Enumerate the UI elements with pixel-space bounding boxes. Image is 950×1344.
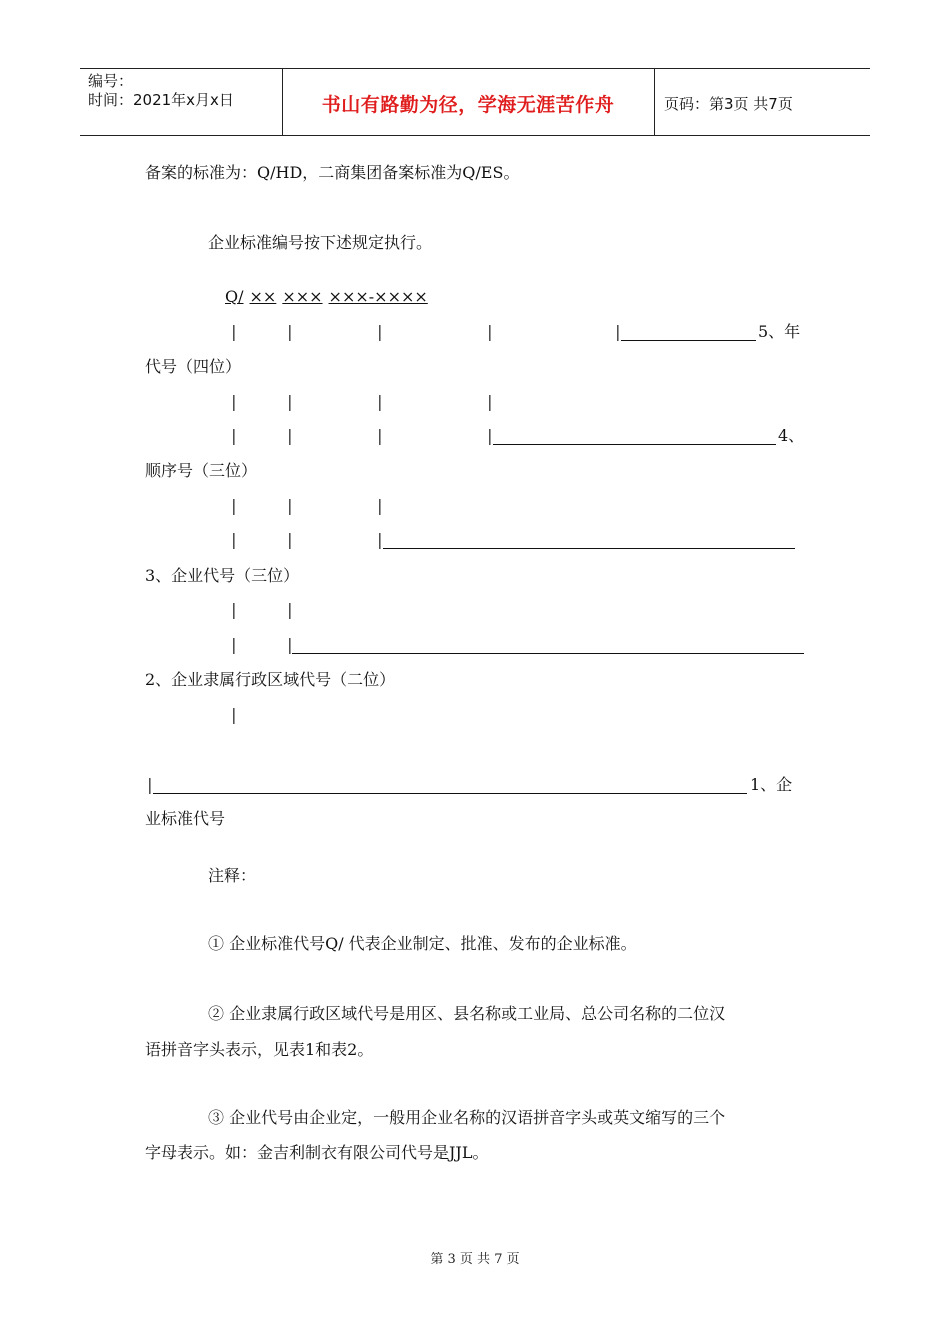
code-xxx: ×××: [282, 287, 323, 306]
label-5b: 代号（四位）: [145, 357, 242, 376]
leader-line-5: [621, 340, 756, 341]
pipe: |: [613, 322, 623, 341]
label-5a: 5、年: [758, 322, 801, 341]
label-2: 2、企业隶属行政区域代号（二位）: [145, 670, 396, 689]
body-line-2: 企业标准编号按下述规定执行。: [208, 233, 433, 252]
note-3-line-2: 字母表示。如：金吉利制衣有限公司代号是JJL。: [145, 1143, 489, 1162]
body-line-1: 备案的标准为：Q/HD，二商集团备案标准为Q/ES。: [145, 163, 520, 182]
label-4a: 4、: [778, 426, 805, 445]
pipe: |: [285, 322, 295, 341]
pipe: |: [229, 496, 239, 515]
code-format: [225, 287, 434, 307]
pipe: |: [375, 426, 385, 445]
pipe: |: [375, 392, 385, 411]
pipe: |: [485, 392, 495, 411]
notes-title: 注释：: [208, 866, 257, 885]
leader-line-1: [153, 793, 747, 794]
leader-line-3: [383, 548, 795, 549]
pipe: |: [229, 426, 239, 445]
pipe: |: [285, 635, 295, 654]
number-label: 编号：: [88, 72, 134, 90]
pipe: |: [375, 322, 385, 341]
pipe: |: [229, 635, 239, 654]
header-top-border: [80, 68, 870, 69]
note-2-line-1: ② 企业隶属行政区域代号是用区、县名称或工业局、总公司名称的二位汉: [208, 1004, 726, 1023]
pipe: |: [375, 530, 385, 549]
leader-line-4: [493, 444, 776, 445]
pipe: |: [229, 322, 239, 341]
motto: 书山有路勤为径，学海无涯苦作舟: [321, 94, 615, 116]
pipe: |: [285, 392, 295, 411]
code-q: Q/: [225, 287, 244, 306]
leader-line-2: [292, 653, 804, 654]
header-left: [88, 72, 234, 110]
pipe: |: [229, 530, 239, 549]
pipe: |: [285, 426, 295, 445]
footer-page-number: 第 3 页 共 7 页: [430, 1252, 520, 1267]
header-divider: [654, 68, 655, 135]
pipe: |: [285, 600, 295, 619]
pipe: |: [145, 775, 155, 794]
pipe: |: [485, 322, 495, 341]
header-bottom-border: [80, 135, 870, 136]
label-1a: 1、企: [750, 775, 793, 794]
pipe: |: [229, 600, 239, 619]
pipe: |: [229, 705, 239, 724]
time-label: 时间：2021年x月x日: [88, 91, 234, 109]
pipe: |: [375, 496, 385, 515]
note-2-line-2: 语拼音字头表示，见表1和表2。: [145, 1040, 374, 1059]
note-1: ① 企业标准代号Q/ 代表企业制定、批准、发布的企业标准。: [208, 934, 637, 953]
pipe: |: [229, 392, 239, 411]
code-xx: ××: [249, 287, 277, 306]
code-xxx-xxxx: ×××-××××: [328, 287, 428, 306]
pipe: |: [485, 426, 495, 445]
note-3-line-1: ③ 企业代号由企业定，一般用企业名称的汉语拼音字头或英文缩写的三个: [208, 1108, 726, 1127]
page-info: 页码：第3页 共7页: [664, 95, 793, 113]
label-3: 3、企业代号（三位）: [145, 566, 300, 585]
pipe: |: [285, 496, 295, 515]
pipe: |: [285, 530, 295, 549]
label-1b: 业标准代号: [145, 809, 226, 828]
label-4b: 顺序号（三位）: [145, 461, 258, 480]
